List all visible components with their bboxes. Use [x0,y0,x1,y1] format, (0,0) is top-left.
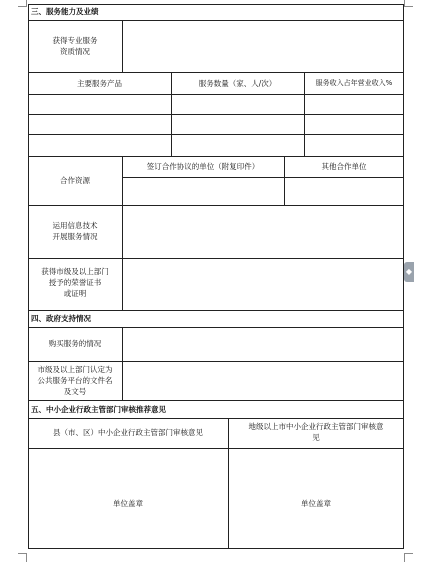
page-corner-top-left [18,0,27,7]
row-line [28,156,404,157]
city-opinion-header-line-1: 地级以上市中小企业行政主管部门审核意 [248,422,384,431]
qualification-label-line-2: 资质情况 [60,47,90,56]
honors-label-line-2: 授予的荣誉证书 [48,278,102,287]
revenue-cell[interactable] [305,135,403,156]
product-cell[interactable] [29,135,171,156]
row-line [28,72,404,73]
revenue-ratio-header: 服务收入占年营业收入% [315,79,393,87]
recognition-label-line-2: 公共服务平台的文件名 [37,376,113,385]
county-opinion-header: 县（市、区）中小企业行政主管部门审核意见 [53,428,203,437]
product-cell[interactable] [29,115,171,134]
count-cell[interactable] [172,95,304,114]
qualification-field[interactable] [123,21,403,72]
revenue-cell[interactable] [305,115,403,134]
it-usage-label [28,220,122,242]
it-usage-field[interactable] [123,206,403,258]
recognition-label-line-3: 及文号 [63,387,87,396]
page-corner-top-right [404,0,413,7]
section-4-title: 四、政府支持情况 [31,314,91,323]
purchase-field[interactable] [123,328,403,361]
purchase-label: 购买服务的情况 [48,339,102,348]
it-usage-label-line-2: 开展服务情况 [52,232,98,241]
recognition-label [28,364,122,397]
seal-left: 单位盖章 [113,499,143,508]
it-usage-label-line-1: 运用信息技术 [52,221,98,230]
count-cell[interactable] [172,135,304,156]
recognition-field[interactable] [123,362,403,400]
city-opinion-header [228,421,404,443]
other-partners-header: 其他合作单位 [321,162,367,171]
signed-partners-field[interactable] [123,178,284,205]
table-border-top [28,4,404,5]
honors-field[interactable] [123,259,403,310]
section-3-title: 三、服务能力及业绩 [31,7,99,16]
product-cell[interactable] [29,95,171,114]
diamond-arrow-icon[interactable]: ◆ [404,262,414,282]
table-border-bottom [28,548,404,549]
row-line [28,400,404,401]
city-opinion-header-line-2: 见 [312,433,320,442]
main-products-header: 主要服务产品 [77,79,122,88]
qualification-label [28,35,122,57]
page-corner-bottom-right [404,553,413,562]
seal-right: 单位盖章 [301,499,331,508]
cooperation-label: 合作资源 [60,176,90,185]
row-line [28,310,404,311]
honors-label [28,266,122,299]
row-line [28,418,404,419]
signed-partners-header: 签订合作协议的单位（附复印件） [146,162,260,171]
qualification-label-line-1: 获得专业服务 [52,36,98,45]
recognition-label-line-1: 市级及以上部门认定为 [37,365,113,374]
page-corner-bottom-left [18,553,27,562]
count-cell[interactable] [172,115,304,134]
revenue-cell[interactable] [305,95,403,114]
form-page [28,0,404,553]
honors-label-line-1: 获得市级及以上部门 [41,267,109,276]
honors-label-line-3: 或证明 [63,289,87,298]
section-5-title: 五、中小企业行政主管部门审核推荐意见 [31,405,166,414]
other-partners-field[interactable] [285,178,403,205]
service-count-header: 服务数量（家、人/次） [198,79,277,88]
